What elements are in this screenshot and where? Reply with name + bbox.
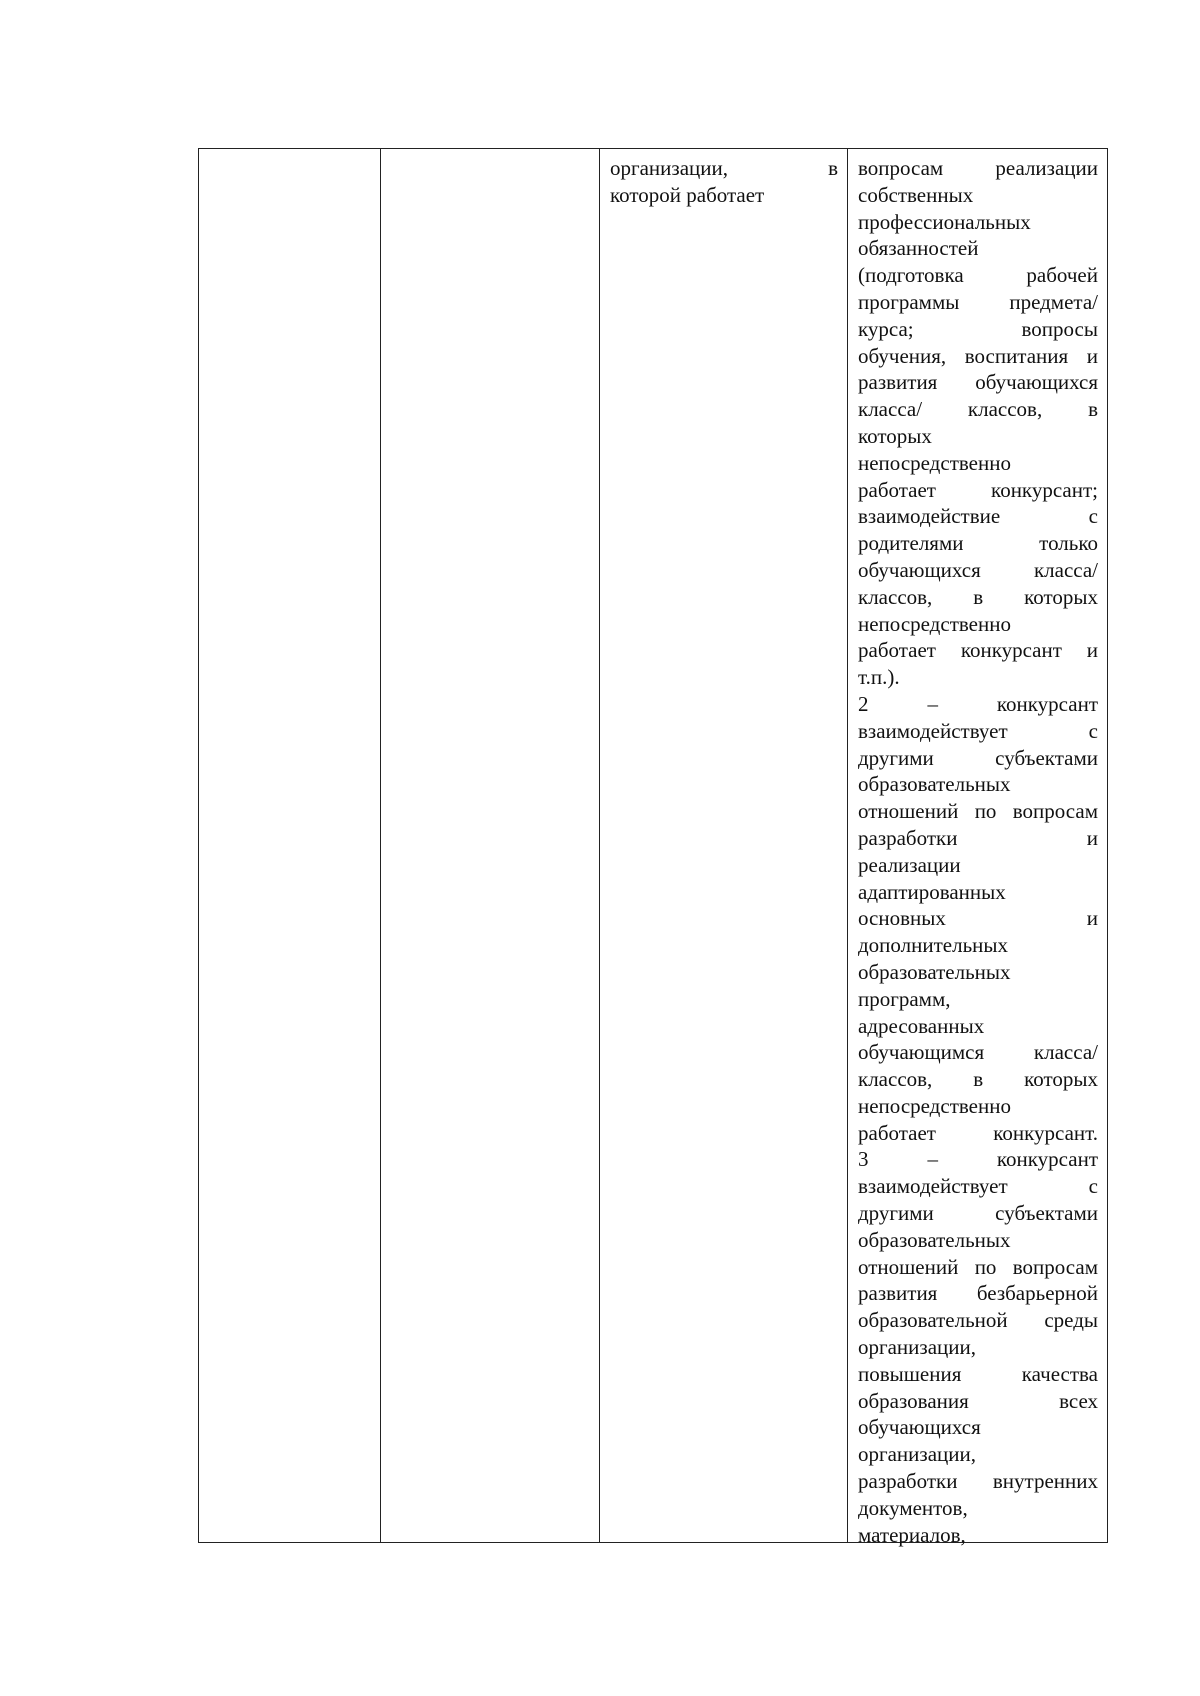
cell-line: адаптированных: [858, 879, 1006, 904]
cell-line: непосредственно: [858, 450, 1011, 475]
table-cell-col4: [858, 155, 1098, 1548]
cell-line: т.п.).: [858, 665, 900, 690]
cell-line: развития обучающихся: [858, 370, 1098, 395]
cell-line: классов, в которых: [858, 584, 1098, 609]
cell-line: организации, в: [610, 156, 838, 180]
cell-line: отношений по вопросам: [858, 799, 1098, 824]
cell-line: 3 – конкурсант: [858, 1147, 1098, 1172]
cell-line: программ,: [858, 986, 951, 1011]
table-cell-col3: [610, 155, 838, 209]
cell-line: непосредственно: [858, 1093, 1011, 1118]
cell-line: (подготовка рабочей: [858, 263, 1098, 288]
cell-line: работает конкурсант;: [858, 477, 1098, 502]
cell-line: профессиональных: [858, 209, 1031, 234]
cell-line: собственных: [858, 182, 974, 207]
cell-line: основных и: [858, 906, 1098, 931]
cell-line: другими субъектами: [858, 1201, 1098, 1226]
column-divider-1: [380, 149, 381, 1542]
cell-line: образовательных: [858, 1227, 1011, 1252]
cell-line: разработки внутренних: [858, 1469, 1098, 1494]
cell-line: разработки и: [858, 825, 1098, 850]
cell-line: взаимодействует с: [858, 718, 1098, 743]
cell-line: 2 – конкурсант: [858, 691, 1098, 716]
cell-line: образовательных: [858, 959, 1011, 984]
cell-line: материалов,: [858, 1522, 966, 1547]
cell-line: повышения качества: [858, 1361, 1098, 1386]
cell-line: работает конкурсант и: [858, 638, 1098, 663]
document-table: [198, 148, 1108, 1547]
cell-line: развития безбарьерной: [858, 1281, 1098, 1306]
cell-line: обязанностей: [858, 236, 979, 261]
cell-line: организации,: [858, 1335, 976, 1360]
cell-line: документов,: [858, 1495, 968, 1520]
cell-line: курса; вопросы: [858, 316, 1098, 341]
cell-line: адресованных: [858, 1013, 985, 1038]
cell-line: которых: [858, 423, 932, 448]
cell-line: непосредственно: [858, 611, 1011, 636]
cell-line: работает конкурсант.: [858, 1120, 1098, 1145]
cell-line: другими субъектами: [858, 745, 1098, 770]
cell-line: организации,: [858, 1442, 976, 1467]
cell-line: которой работает: [610, 182, 765, 207]
cell-line: обучающимся класса/: [858, 1040, 1098, 1065]
column-divider-3: [847, 149, 848, 1542]
cell-line: обучающихся: [858, 1415, 981, 1440]
cell-line: дополнительных: [858, 933, 1009, 958]
cell-line: обучения, воспитания и: [858, 343, 1098, 368]
cell-line: взаимодействие с: [858, 504, 1098, 529]
cell-line: отношений по вопросам: [858, 1254, 1098, 1279]
cell-line: образовательной среды: [858, 1308, 1098, 1333]
cell-line: образования всех: [858, 1388, 1098, 1413]
cell-line: взаимодействует с: [858, 1174, 1098, 1199]
column-divider-2: [599, 149, 600, 1542]
cell-line: родителями только: [858, 531, 1098, 556]
cell-line: обучающихся класса/: [858, 557, 1098, 582]
cell-line: класса/ классов, в: [858, 397, 1098, 422]
cell-line: классов, в которых: [858, 1067, 1098, 1092]
cell-line: образовательных: [858, 772, 1011, 797]
cell-line: программы предмета/: [858, 289, 1098, 314]
cell-line: вопросам реализации: [858, 156, 1098, 180]
cell-line: реализации: [858, 852, 961, 877]
